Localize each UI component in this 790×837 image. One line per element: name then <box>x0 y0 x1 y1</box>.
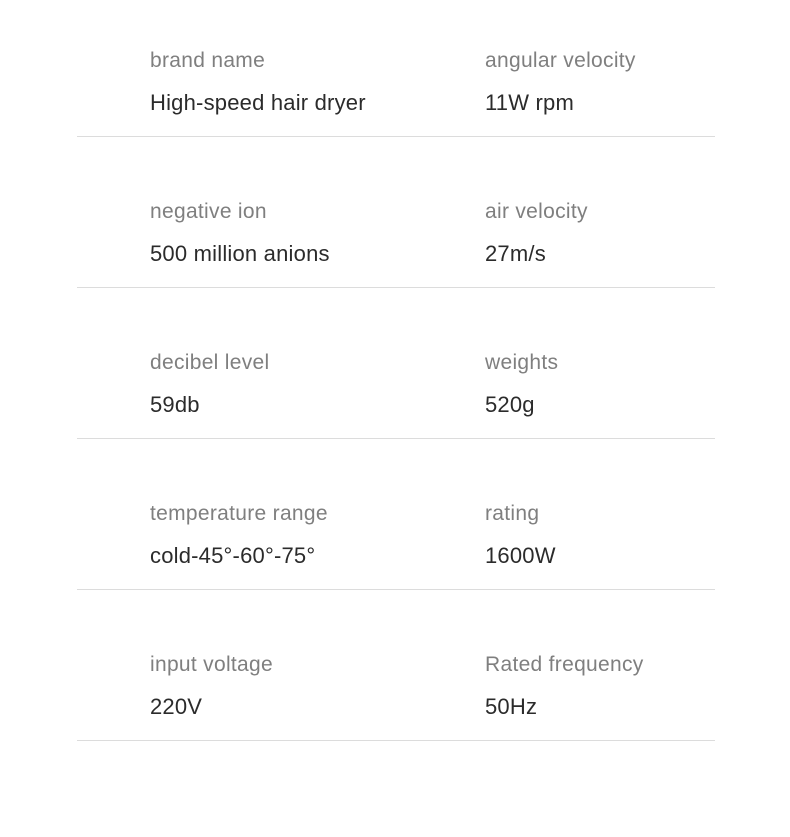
spec-cell-left <box>150 199 485 268</box>
spec-row <box>77 0 715 137</box>
spec-value: High-speed hair dryer <box>150 90 366 115</box>
spec-table <box>77 0 715 741</box>
spec-value: 27m/s <box>485 241 546 266</box>
spec-value: 11W rpm <box>485 90 575 115</box>
spec-row <box>77 137 715 288</box>
spec-row <box>77 439 715 590</box>
spec-value: 1600W <box>485 543 556 568</box>
spec-cell-right <box>485 48 715 117</box>
spec-value: 520g <box>485 392 535 417</box>
spec-value: 50Hz <box>485 694 538 719</box>
spec-label: input voltage <box>150 653 273 676</box>
spec-row <box>77 288 715 439</box>
spec-label: angular velocity <box>485 49 636 72</box>
spec-label: Rated frequency <box>485 653 644 676</box>
spec-value: 220V <box>150 694 203 719</box>
spec-label: decibel level <box>150 351 270 374</box>
spec-value: cold-45°-60°-75° <box>150 543 316 568</box>
spec-label: air velocity <box>485 200 588 223</box>
spec-cell-right <box>485 350 715 419</box>
spec-label: brand name <box>150 49 266 72</box>
spec-cell-right <box>485 652 715 721</box>
spec-label: rating <box>485 502 540 525</box>
spec-label: weights <box>485 351 559 374</box>
spec-cell-right <box>485 199 715 268</box>
spec-cell-left <box>150 48 485 117</box>
spec-label: temperature range <box>150 502 328 525</box>
spec-cell-left <box>150 350 485 419</box>
spec-row <box>77 590 715 741</box>
spec-cell-right <box>485 501 715 570</box>
spec-cell-left <box>150 652 485 721</box>
spec-value: 500 million anions <box>150 241 330 266</box>
spec-value: 59db <box>150 392 200 417</box>
spec-label: negative ion <box>150 200 267 223</box>
spec-cell-left <box>150 501 485 570</box>
